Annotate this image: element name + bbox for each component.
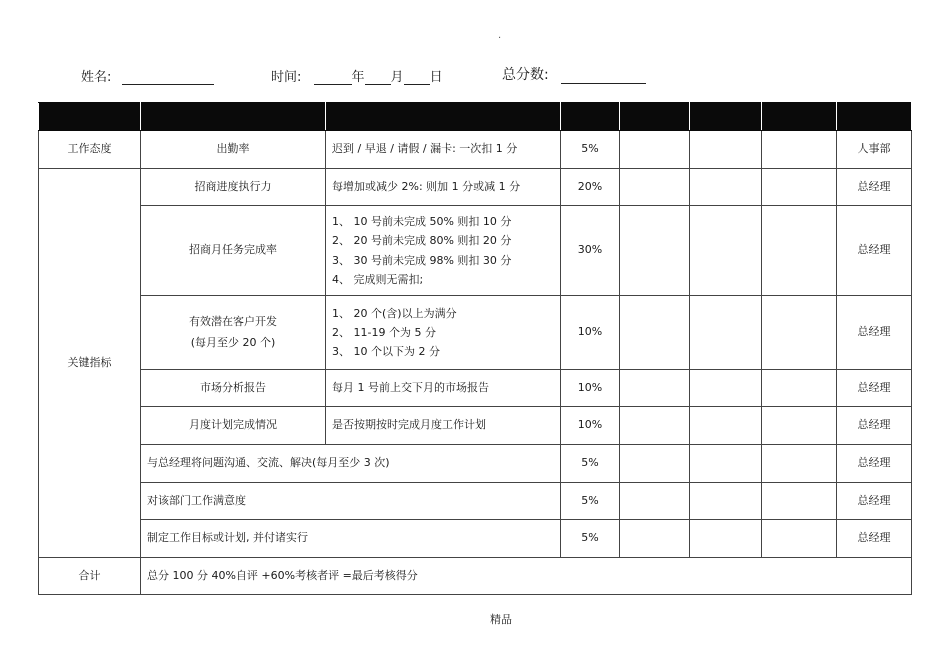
header-cell [141,103,326,131]
owner-cell: 总经理 [837,206,912,296]
month-blank[interactable] [365,71,391,85]
score-field [502,64,646,84]
weight-cell: 30% [561,206,620,296]
score-cell[interactable] [762,131,837,169]
self-score-cell[interactable] [620,520,690,558]
table-row [39,520,912,558]
item-cell: 制定工作目标或计划, 并付诸实行 [141,520,561,558]
header-cell [561,103,620,131]
standard-cell: 每月 1 号前上交下月的市场报告 [326,370,561,407]
table-row [39,131,912,169]
item-cell [141,296,326,370]
score-cell[interactable] [762,296,837,370]
standard-line: 2、 20 号前未完成 80% 则扣 20 分 [332,234,512,248]
weight-cell: 5% [561,520,620,558]
standard-cell: 迟到 / 早退 / 请假 / 漏卡: 一次扣 1 分 [326,131,561,169]
standard-line: 2、 11-19 个为 5 分 [332,325,436,339]
standard-line: 1、 20 个(含)以上为满分 [332,306,457,320]
header-cell [39,103,141,131]
score-cell[interactable] [690,131,762,169]
weight-cell: 20% [561,169,620,206]
score-cell[interactable] [762,370,837,407]
item-line: 有效潜在客户开发 [189,314,277,328]
score-cell[interactable] [690,206,762,296]
year-label: 年 [351,70,365,85]
standard-cell: 是否按期按时完成月度工作计划 [326,407,561,445]
table-row [39,445,912,483]
standard-cell: 每增加或减少 2%: 则加 1 分或减 1 分 [326,169,561,206]
score-cell[interactable] [762,483,837,520]
standard-cell [326,206,561,296]
table-row [39,483,912,520]
table-header-row [39,103,912,131]
item-cell: 对该部门工作满意度 [141,483,561,520]
header-cell [326,103,561,131]
total-row [39,558,912,595]
standard-line: 3、 10 个以下为 2 分 [332,345,440,359]
table-row [39,370,912,407]
self-score-cell[interactable] [620,206,690,296]
self-score-cell[interactable] [620,407,690,445]
score-blank[interactable] [561,70,646,84]
day-label: 日 [429,70,443,85]
score-cell[interactable] [762,169,837,206]
evaluation-table [38,102,912,595]
day-blank[interactable] [404,71,430,85]
item-cell: 出勤率 [141,131,326,169]
score-cell[interactable] [762,206,837,296]
standard-line: 1、 10 号前未完成 50% 则扣 10 分 [332,215,512,228]
owner-cell: 总经理 [837,407,912,445]
item-cell: 招商进度执行力 [141,169,326,206]
name-label: 姓名: [81,70,112,85]
owner-cell: 总经理 [837,483,912,520]
weight-cell: 5% [561,445,620,483]
score-cell[interactable] [690,445,762,483]
owner-cell: 人事部 [837,131,912,169]
name-blank[interactable] [122,71,214,85]
standard-line: 4、 完成则无需扣; [332,272,424,286]
header-cell [620,103,690,131]
name-field [81,66,214,85]
weight-cell: 10% [561,370,620,407]
self-score-cell[interactable] [620,296,690,370]
self-score-cell[interactable] [620,169,690,206]
standard-cell [326,296,561,370]
standard-line: 3、 30 号前未完成 98% 则扣 30 分 [332,253,512,267]
table-row [39,407,912,445]
weight-cell: 5% [561,131,620,169]
owner-cell: 总经理 [837,296,912,370]
owner-cell: 总经理 [837,370,912,407]
header-cell [837,103,912,131]
top-dot: . [498,30,502,41]
score-cell[interactable] [762,445,837,483]
header-cell [762,103,837,131]
owner-cell: 总经理 [837,169,912,206]
category-cell: 关键指标 [39,169,141,558]
score-cell[interactable] [690,483,762,520]
item-line: (每月至少 20 个) [190,335,276,349]
time-field [271,66,443,85]
header-cell [690,103,762,131]
table-row [39,169,912,206]
footer-text: 精品 [490,613,512,626]
total-text: 总分 100 分 40%自评 +60%考核者评 =最后考核得分 [141,558,912,595]
table-row [39,206,912,296]
self-score-cell[interactable] [620,131,690,169]
score-label: 总分数: [502,67,549,83]
score-cell[interactable] [690,407,762,445]
self-score-cell[interactable] [620,483,690,520]
score-cell[interactable] [762,520,837,558]
owner-cell: 总经理 [837,520,912,558]
item-cell: 招商月任务完成率 [141,206,326,296]
score-cell[interactable] [690,296,762,370]
item-cell: 市场分析报告 [141,370,326,407]
score-cell[interactable] [690,520,762,558]
category-cell: 工作态度 [39,131,141,169]
year-blank[interactable] [314,71,352,85]
weight-cell: 10% [561,296,620,370]
month-label: 月 [390,70,404,85]
score-cell[interactable] [762,407,837,445]
self-score-cell[interactable] [620,370,690,407]
table-row [39,296,912,370]
self-score-cell[interactable] [620,445,690,483]
weight-cell: 10% [561,407,620,445]
score-cell[interactable] [690,169,762,206]
item-cell: 月度计划完成情况 [141,407,326,445]
weight-cell: 5% [561,483,620,520]
item-cell: 与总经理将问题沟通、交流、解决(每月至少 3 次) [141,445,561,483]
time-label: 时间: [271,70,302,85]
owner-cell: 总经理 [837,445,912,483]
score-cell[interactable] [690,370,762,407]
total-label: 合计 [39,558,141,595]
